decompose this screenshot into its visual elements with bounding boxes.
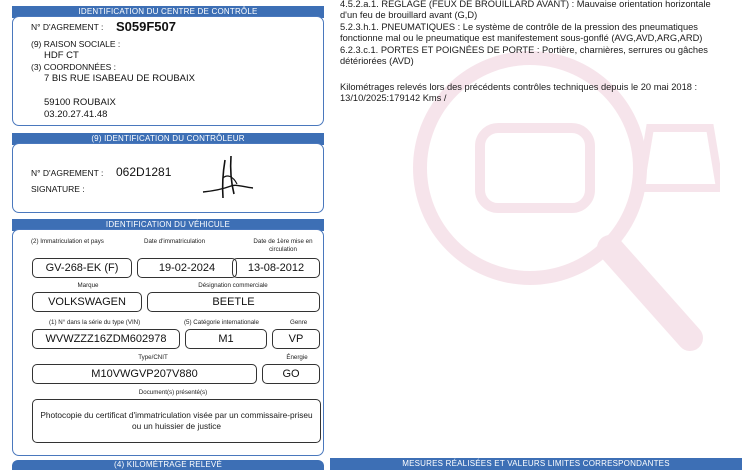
address-line-1: 7 BIS RUE ISABEAU DE ROUBAIX: [44, 73, 195, 84]
controleur-header: (9) IDENTIFICATION DU CONTRÔLEUR: [12, 133, 324, 145]
controleur-signature: [201, 154, 261, 202]
km-history-line-1: Kilométrages relevés lors des précédents contrôles techniques depuis le 20 mai 2018 :: [340, 82, 698, 92]
categorie-caption: (5) Catégorie internationale: [184, 319, 259, 326]
first-circ-caption-1: Date de 1ère mise en: [253, 238, 313, 245]
designation-caption: Désignation commerciale: [198, 282, 268, 289]
vin-value-box: WVWZZZ16ZDM602978: [32, 329, 180, 349]
raison-sociale-value: HDF CT: [44, 50, 79, 61]
defaut-line-2: d'un feu de brouillard avant (G,D): [340, 10, 478, 20]
designation-value-box: BEETLE: [147, 292, 320, 312]
genre-caption: Genre: [290, 319, 308, 326]
mesures-header: MESURES RÉALISÉES ET VALEURS LIMITES CORRESPONDANTES: [330, 458, 742, 470]
vehicule-header: IDENTIFICATION DU VÉHICULE: [12, 219, 324, 231]
date-immat-caption: Date d'immatriculation: [144, 238, 206, 245]
date-immat-value-box: 19-02-2024: [137, 258, 237, 278]
defaut-line-3: 5.2.3.h.1. PNEUMATIQUES : Le système de contrôle de la pression des pneumatiques: [340, 22, 698, 32]
kilometrage-header: (4) KILOMÉTRAGE RELEVÉ: [12, 460, 324, 470]
defaut-line-5: 6.2.3.c.1. PORTES ET POIGNÉES DE PORTE : Portière, charnières, serrures ou gâches: [340, 45, 708, 55]
left-column: [12, 0, 324, 470]
vin-caption: (1) N° dans la série du type (VIN): [49, 319, 141, 326]
first-circ-caption-2: circulation: [269, 246, 297, 253]
km-history-line-2: 13/10/2025:179142 Kms /: [340, 93, 447, 103]
watermark-magnifier-icon: [390, 18, 720, 418]
first-circ-value-box: 13-08-2012: [232, 258, 320, 278]
defaut-line-4: fonctionne mal ou le pneumatique est manifestement sous-gonflé (AVG,AVD,ARG,ARD): [340, 33, 703, 43]
vehicule-panel: [12, 229, 324, 456]
documents-line-1: Photocopie du certificat d'immatriculation visée par un commissaire-priseu: [40, 410, 313, 420]
type-caption: Type/CNIT: [138, 354, 168, 361]
categorie-value-box: M1: [185, 329, 267, 349]
documents-line-2: ou un huissier de justice: [131, 421, 221, 431]
documents-value-box: [32, 399, 321, 443]
energie-value-box: GO: [262, 364, 320, 384]
immat-value-box: GV-268-EK (F): [32, 258, 132, 278]
centre-header: IDENTIFICATION DU CENTRE DE CONTRÔLE: [12, 6, 324, 18]
phone-number: 03.20.27.41.48: [44, 109, 108, 120]
marque-value-box: VOLKSWAGEN: [32, 292, 142, 312]
controleur-agrement-value: 062D1281: [116, 165, 172, 179]
controleur-panel: [12, 143, 324, 213]
energie-caption: Énergie: [286, 354, 308, 361]
marque-caption: Marque: [77, 282, 99, 289]
centre-agrement-label: N° D'AGREMENT :: [31, 22, 104, 32]
signature-label: SIGNATURE :: [31, 184, 85, 194]
centre-panel: [12, 16, 324, 126]
right-column: [330, 0, 750, 470]
controleur-agrement-label: N° D'AGREMENT :: [31, 168, 104, 178]
immat-caption: (2) Immatriculation et pays: [31, 238, 104, 245]
coordonnees-label: (3) COORDONNÉES :: [31, 62, 117, 72]
defaut-line-1: 4.5.2.a.1. REGLAGE (FEUX DE BROUILLARD AVANT) : Mauvaise orientation horizontale: [340, 0, 711, 9]
address-line-2: 59100 ROUBAIX: [44, 97, 116, 108]
raison-sociale-label: (9) RAISON SOCIALE :: [31, 39, 121, 49]
type-value-box: M10VWGVP207V880: [32, 364, 257, 384]
genre-value-box: VP: [272, 329, 320, 349]
defaut-line-6: détériorées (AVD): [340, 56, 414, 66]
documents-caption: Document(s) présenté(s): [138, 389, 208, 396]
centre-agrement-value: S059F507: [116, 19, 176, 34]
